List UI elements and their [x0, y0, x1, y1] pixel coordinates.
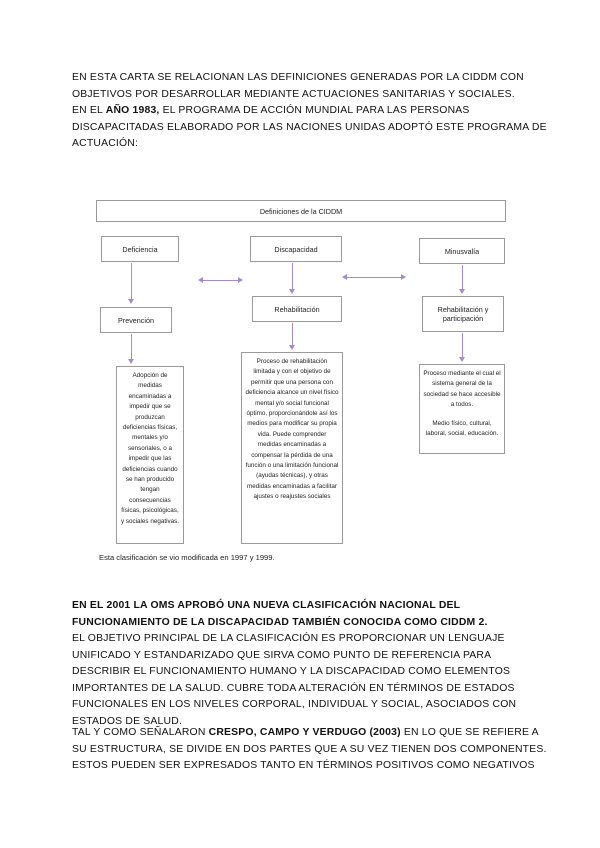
diagram-title: Definiciones de la CIDDM: [96, 200, 506, 222]
text-line: TAL Y COMO SEÑALARON CRESPO, CAMPO Y VERDUGO (2003) EN LO QUE SE REFIERE A: [72, 727, 539, 738]
intro-line: OBJETIVOS POR DESARROLLAR MEDIANTE ACTUACIONES SANITARIAS Y SOCIALES.: [72, 88, 515, 100]
section-ciddm2: [72, 598, 534, 730]
box-prevencion: Prevención: [100, 307, 172, 333]
box-rehabilitacion: Rehabilitación: [252, 296, 342, 322]
ciddm-diagram: [96, 200, 506, 545]
down-arrow: [131, 263, 132, 299]
text-line: DESCRIBIR EL FUNCIONAMIENTO HUMANO Y LA DISCAPACIDAD COMO ELEMENTOS: [72, 666, 511, 677]
diagram-caption: Esta clasificación se vio modificada en 1997 y 1999.: [99, 553, 275, 562]
intro-line: EN ESTA CARTA SE RELACIONAN LAS DEFINICIONES GENERADAS POR LA CIDDM CON: [72, 72, 524, 83]
desc-prevencion: Adopción de medidas encaminadas a impedir que se produzcan deficiencias físicas, mentales y/o sensoriales, o a impedir que las deficiencias cuando se han producido tengan consecuencias físicas, psicológicas, y sociales negativas.: [116, 366, 184, 544]
text-line: EL OBJETIVO PRINCIPAL DE LA CLASIFICACIÓN ES PROPORCIONAR UN LENGUAJE: [72, 633, 505, 644]
intro-line: ACTUACIÓN:: [72, 138, 139, 149]
text-line: ESTOS PUEDEN SER EXPRESADOS TANTO EN TÉRMINOS POSITIVOS COMO NEGATIVOS: [72, 760, 535, 771]
double-arrow: [202, 280, 239, 281]
down-arrow: [292, 323, 293, 345]
section-estructura: [72, 725, 547, 775]
text-line: UNIFICADO Y ESTANDARIZADO QUE SIRVA COMO PUNTO DE REFERENCIA PARA: [72, 649, 492, 661]
box-deficiencia: Deficiencia: [101, 236, 179, 262]
intro-line: EN EL AÑO 1983, EL PROGRAMA DE ACCIÓN MUNDIAL PARA LAS PERSONAS: [72, 105, 470, 116]
box-discapacidad: Discapacidad: [250, 236, 342, 262]
desc-rehabilitacion: Proceso de rehabilitación limitada y con el objetivo de permitir que una persona con deficiencia alcance un nivel físico mental y/o social funcional óptimo, proporcionándole así los medios para modificar su propia vida. Puede comprender medidas encaminadas a compensar la pérdida de una función o una limitación funcional (ayudas técnicas), y otras medidas encaminadas a facilitar ajustes o reajustes sociales: [241, 352, 343, 544]
text-line: FUNCIONALES EN LOS NIVELES CORPORAL, INDIVIDUAL Y SOCIAL, ASOCIADOS CON: [72, 699, 517, 710]
intro-paragraph: [72, 70, 547, 153]
down-arrow: [131, 334, 132, 359]
box-minusvalia: Minusvalía: [419, 238, 505, 264]
text-line: IMPORTANTES DE LA SALUD. CUBRE TODA ALTERACIÓN EN TÉRMINOS DE ESTADOS: [72, 682, 515, 694]
section-heading: FUNCIONAMIENTO DE LA DISCAPACIDAD TAMBIÉN CONOCIDA COMO CIDDM 2.: [72, 616, 488, 628]
desc-participacion: Proceso mediante el cual el sistema general de la sociedad se hace accesible a todos. Medio físico, cultural, laboral, social, educación.: [419, 364, 505, 454]
intro-line: DISCAPACITADAS ELABORADO POR LAS NACIONES UNIDAS ADOPTÓ ESTE PROGRAMA DE: [72, 121, 547, 133]
down-arrow: [462, 265, 463, 289]
double-arrow: [346, 277, 402, 278]
down-arrow: [292, 263, 293, 289]
text-line: SU ESTRUCTURA, SE DIVIDE EN DOS PARTES QUE A SU VEZ TIENEN DOS COMPONENTES.: [72, 743, 547, 755]
text-line: ESTADOS DE SALUD.: [72, 715, 183, 727]
down-arrow: [462, 333, 463, 357]
section-heading: EN EL 2001 LA OMS APROBÓ UNA NUEVA CLASIFICACIÓN NACIONAL DEL: [72, 600, 461, 611]
box-rehabilitacion-participacion: Rehabilitación y participación: [422, 296, 504, 332]
